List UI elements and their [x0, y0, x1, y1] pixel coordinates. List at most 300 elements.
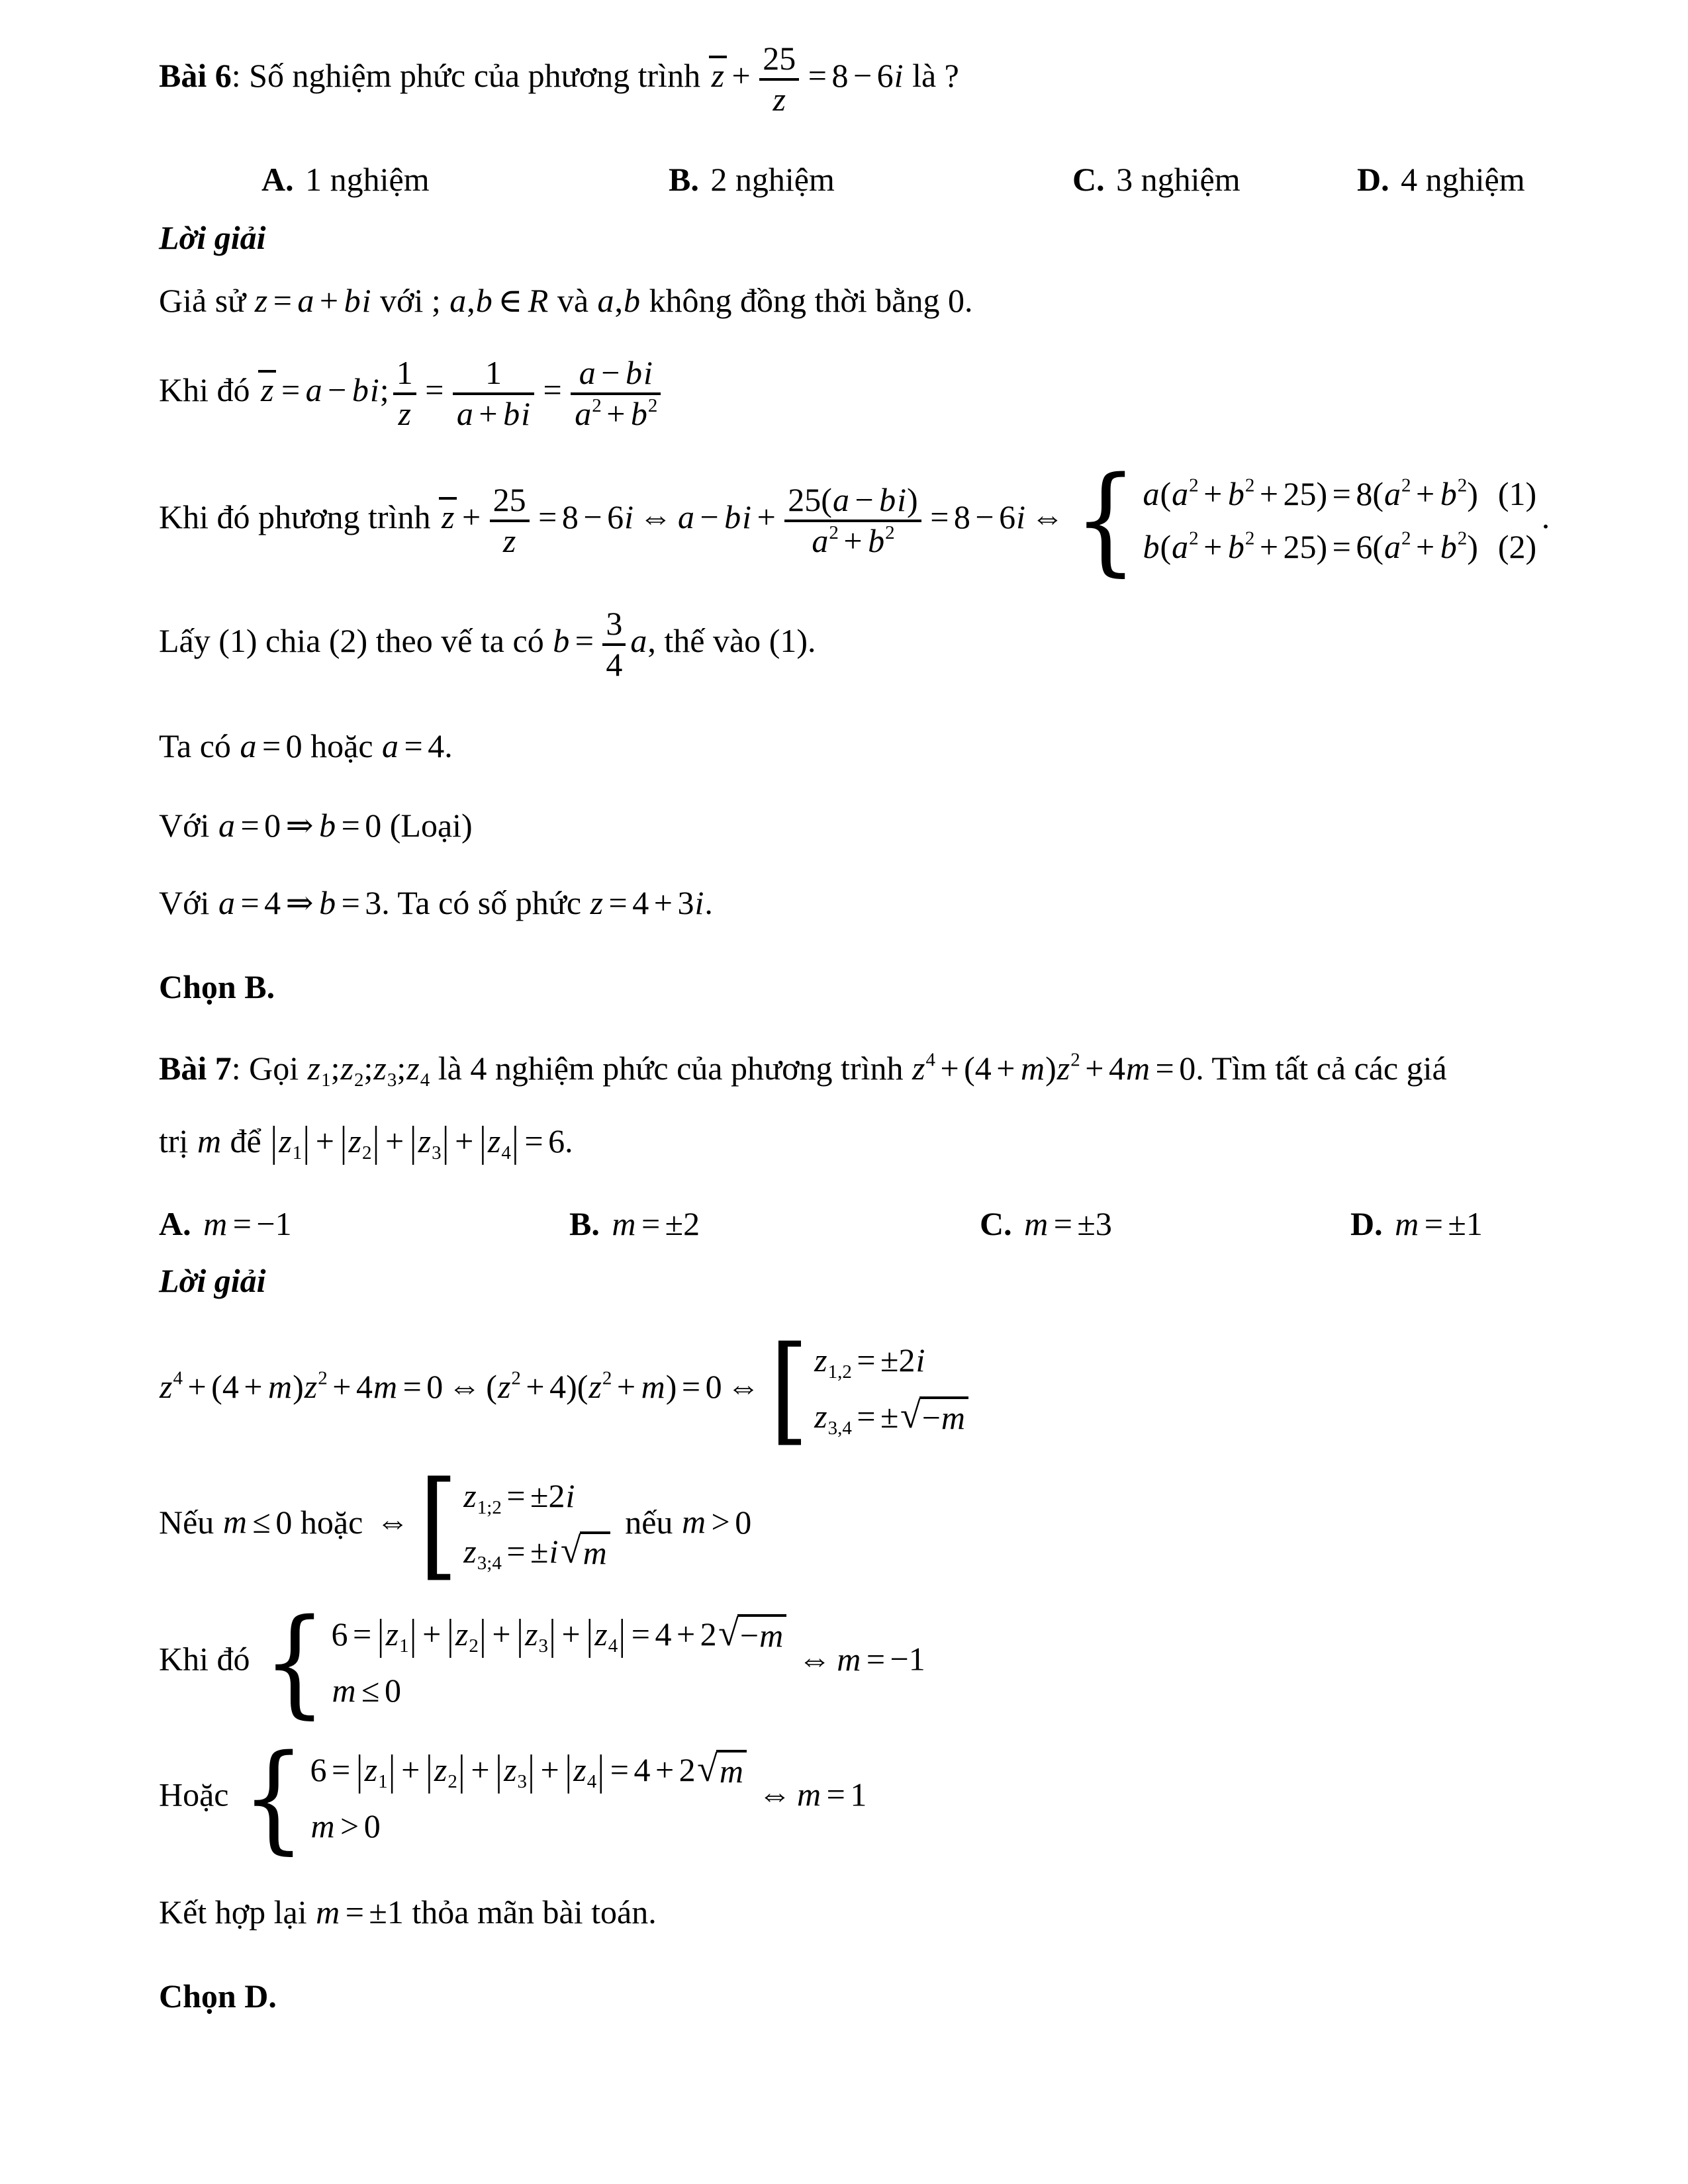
case-row: [1142, 473, 1536, 516]
text: ±: [880, 1397, 899, 1435]
math-variable: m: [719, 1752, 743, 1790]
text: 2: [898, 1341, 915, 1379]
case-row: [814, 1395, 970, 1441]
text: (: [486, 1367, 497, 1405]
superscript: [318, 1367, 328, 1388]
math-operator: =: [1332, 475, 1351, 513]
b6-options: [159, 158, 1628, 205]
bold-text: Chọn D.: [159, 1977, 277, 2015]
math-variable: a: [456, 394, 473, 432]
option-label: D.: [1350, 1205, 1383, 1242]
text: (: [964, 1050, 975, 1087]
math-operator: =: [341, 807, 360, 844]
text: 6: [876, 56, 894, 94]
text: 1: [396, 354, 413, 392]
text: 0: [285, 727, 303, 765]
math-operator: ⇔: [1031, 498, 1064, 536]
math-operator: +: [653, 884, 673, 922]
b6-khi-do-2: [159, 452, 1628, 588]
math-variable: z: [418, 1122, 432, 1160]
math-variable: a: [597, 282, 614, 319]
math-variable: m: [759, 1617, 784, 1655]
b7-title-2: [159, 1116, 1628, 1166]
math-variable: R: [528, 282, 549, 319]
text: 3;4: [477, 1553, 502, 1574]
conjugate-bar: [258, 370, 276, 408]
superscript: [592, 395, 602, 416]
denominator: [571, 395, 661, 433]
text: ): [665, 1367, 677, 1405]
text: (: [577, 1367, 588, 1405]
abs-bar: |: [516, 1610, 524, 1659]
math-variable: a: [832, 481, 849, 519]
case-row: [310, 1805, 380, 1848]
abs-bar: |: [512, 1116, 519, 1165]
text: 4: [222, 1367, 239, 1405]
superscript: [829, 522, 839, 543]
abs-bar: |: [442, 1116, 449, 1165]
math-variable: b: [503, 394, 520, 432]
text: 1: [850, 1776, 867, 1813]
text: 6: [331, 1615, 348, 1653]
b7-neu: [159, 1457, 1628, 1594]
subscript: [354, 1069, 364, 1091]
numerator: [571, 354, 661, 395]
text: 3: [677, 884, 694, 922]
math-operator: =: [543, 371, 562, 409]
abs-bar: |: [458, 1745, 465, 1794]
math-variable: i: [521, 394, 530, 432]
text: 0: [426, 1367, 444, 1405]
math-variable: i: [915, 1341, 925, 1379]
fraction: [602, 605, 626, 684]
math-variable: a: [218, 884, 235, 922]
math-variable: z: [373, 1050, 387, 1087]
text: 6.: [548, 1122, 573, 1160]
text: để: [222, 1122, 270, 1160]
denominator: [759, 81, 799, 119]
option-d: [1357, 158, 1525, 201]
math-variable: m: [1395, 1205, 1419, 1242]
subscript: [501, 1142, 511, 1163]
brace-icon: [: [419, 1457, 458, 1594]
superscript: [1245, 528, 1255, 549]
math-variable: a: [1172, 475, 1189, 513]
subscript: [432, 1142, 442, 1163]
superscript: [1401, 528, 1411, 549]
superscript: [1458, 475, 1468, 496]
math-operator: =: [857, 1341, 876, 1379]
text: ±: [530, 1477, 549, 1514]
math-variable: m: [1125, 1050, 1150, 1087]
math-operator: +: [1416, 528, 1435, 566]
text: hoặc: [302, 727, 382, 765]
text: 2: [318, 1367, 328, 1389]
text: 0: [735, 1503, 752, 1541]
text: : Gọi: [231, 1050, 307, 1087]
math-operator: =: [1155, 1050, 1174, 1087]
text: 1: [485, 354, 502, 392]
math-variable: z: [525, 1615, 538, 1653]
math-variable: z: [814, 1397, 827, 1435]
math-operator: ⇔: [758, 1776, 792, 1813]
text: 8: [1356, 475, 1373, 513]
text: nếu: [616, 1503, 681, 1541]
math-operator: =: [1424, 1205, 1443, 1242]
text: 3: [387, 1069, 397, 1091]
text: 2: [1401, 475, 1411, 496]
math-operator: +: [540, 1751, 559, 1789]
math-variable: b: [868, 522, 885, 559]
math-operator: =: [402, 1367, 422, 1405]
abs-bar: |: [565, 1745, 572, 1794]
text: (: [1372, 528, 1384, 566]
text: 2 nghiệm: [710, 161, 835, 198]
text: ;: [379, 371, 389, 409]
math-variable: m: [316, 1893, 340, 1931]
option-c: [1072, 158, 1241, 201]
text: (Loại): [381, 807, 473, 844]
math-variable: b: [1440, 528, 1457, 566]
math-variable: a: [1384, 528, 1401, 566]
b6-gia-su: [159, 279, 1628, 322]
text: 1: [292, 1142, 303, 1164]
math-variable: z: [1056, 1050, 1070, 1087]
math-operator: −: [700, 498, 719, 536]
math-operator: ⇔: [376, 1503, 410, 1541]
math-variable: b: [1227, 528, 1244, 566]
subscript: [828, 1418, 852, 1439]
math-variable: b: [553, 622, 570, 660]
text: 2: [679, 1751, 696, 1789]
text: ±3: [1077, 1205, 1112, 1242]
b7-options: [159, 1203, 1628, 1249]
text: 2: [602, 1367, 612, 1389]
math-operator: +: [422, 1615, 442, 1653]
text: 25: [1283, 475, 1317, 513]
superscript: [1070, 1050, 1080, 1071]
b6-chon: [159, 966, 1628, 1009]
text: 4: [355, 1367, 373, 1405]
math-variable: z: [364, 1751, 378, 1789]
option-label: A.: [159, 1205, 191, 1242]
text: : Số nghiệm phức của phương trình: [231, 56, 709, 94]
math-operator: +: [655, 1751, 675, 1789]
text: 0: [365, 807, 382, 844]
math-variable: a: [812, 522, 829, 559]
text: là 4 nghiệm phức của phương trình: [430, 1050, 912, 1087]
text: 3: [538, 1635, 549, 1657]
math-operator: =: [232, 1205, 252, 1242]
text: (1): [218, 622, 258, 660]
case-list: [770, 1322, 970, 1458]
brace-icon: {: [242, 1729, 305, 1866]
math-variable: m: [583, 1534, 607, 1572]
case-row: [310, 1745, 748, 1795]
text: 2: [1070, 1050, 1080, 1071]
math-operator: +: [401, 1751, 420, 1789]
math-variable: m: [641, 1367, 665, 1405]
text: 0: [385, 1672, 401, 1709]
math-operator: +: [319, 282, 339, 319]
text: 2: [1189, 528, 1199, 549]
abs-bar: |: [597, 1745, 604, 1794]
math-variable: m: [612, 1205, 636, 1242]
math-operator: =: [331, 1751, 351, 1789]
text: 4: [608, 1635, 618, 1657]
math-operator: =: [1053, 1205, 1072, 1242]
math-operator: −: [601, 354, 620, 391]
math-operator: =: [345, 1893, 364, 1931]
text: Ta có: [159, 727, 240, 765]
text: 25: [763, 40, 796, 77]
math-operator: +: [561, 1615, 581, 1653]
math-operator: =: [930, 498, 949, 536]
radicand: [580, 1531, 610, 1572]
math-operator: =: [524, 1122, 543, 1160]
text: 0: [363, 1807, 381, 1844]
abs-bar: |: [618, 1610, 626, 1659]
abs-bar: |: [426, 1745, 433, 1794]
math-operator: ⇒: [285, 807, 314, 844]
b6-loi-giai: [159, 216, 1628, 259]
math-variable: i: [624, 498, 633, 536]
math-operator: +: [315, 1122, 334, 1160]
abs-bar: |: [356, 1745, 363, 1794]
text: 25: [1283, 528, 1317, 566]
math-operator: =: [425, 371, 444, 409]
text: −: [921, 1398, 941, 1436]
subscript: [447, 1771, 457, 1792]
radicand: [716, 1750, 747, 1791]
text: 1: [399, 1635, 409, 1657]
text: −1: [256, 1205, 292, 1242]
math-operator: +: [996, 1050, 1015, 1087]
text: trị: [159, 1122, 197, 1160]
math-operator: +: [455, 1122, 474, 1160]
radical: [718, 1614, 786, 1655]
math-variable: a: [382, 727, 399, 765]
subscript: [420, 1069, 430, 1091]
math-variable: z: [307, 1050, 321, 1087]
math-variable: z: [406, 1050, 420, 1087]
text: 2: [592, 394, 602, 416]
text: 6: [607, 498, 624, 536]
fraction: [571, 354, 661, 433]
abs-bar: |: [447, 1610, 454, 1659]
text: −: [739, 1617, 759, 1655]
math-operator: ∈: [498, 282, 523, 319]
subscript: [387, 1069, 397, 1091]
text: 2: [548, 1477, 565, 1514]
denominator: [393, 395, 416, 433]
text: 1,2: [827, 1361, 852, 1383]
case-rows: [310, 1745, 748, 1848]
math-operator: =: [506, 1477, 526, 1514]
math-operator: +: [940, 1050, 959, 1087]
math-operator: ≤: [252, 1503, 271, 1541]
text: 8: [831, 56, 849, 94]
text: 4: [606, 645, 623, 683]
math-operator: +: [526, 1367, 545, 1405]
fraction: [784, 481, 921, 560]
text: .: [704, 884, 713, 922]
math-operator: +: [492, 1615, 511, 1653]
system-of-equations: [1074, 452, 1537, 588]
conjugate-bar: [709, 56, 727, 93]
superscript: [925, 1050, 935, 1071]
math-operator: −: [583, 498, 602, 536]
text: 6: [999, 498, 1016, 536]
fraction: [490, 481, 530, 560]
superscript: [1401, 475, 1411, 496]
radicand: [919, 1396, 968, 1437]
math-variable: i: [742, 498, 752, 536]
math-variable: z: [254, 282, 268, 319]
math-variable: b: [1440, 475, 1457, 513]
math-variable: m: [203, 1205, 228, 1242]
abs-bar: |: [586, 1610, 593, 1659]
math-variable: z: [504, 1751, 517, 1789]
abs-bar: |: [340, 1116, 347, 1165]
abs-bar: |: [549, 1610, 556, 1659]
radicand: [737, 1614, 786, 1655]
text: Khi đó: [159, 1640, 258, 1678]
numerator: [784, 481, 921, 522]
math-operator: ⇔: [447, 1367, 481, 1405]
math-variable: z: [912, 1050, 925, 1087]
math-operator: =: [281, 371, 301, 409]
math-operator: −: [975, 498, 994, 536]
superscript: [1189, 475, 1199, 496]
math-variable: z: [463, 1477, 477, 1514]
text: theo vế ta có: [367, 622, 553, 660]
numerator: [490, 481, 530, 522]
subscript: [469, 1635, 479, 1657]
option-c: [980, 1203, 1112, 1246]
math-variable: b: [630, 394, 647, 432]
text: ): [293, 1367, 304, 1405]
subscript: [293, 1142, 303, 1163]
math-variable: z: [441, 498, 455, 536]
b7-title-1: [159, 1047, 1628, 1093]
case-row: [463, 1530, 612, 1576]
text: 4: [1108, 1050, 1125, 1087]
case-row: [463, 1475, 575, 1521]
denominator: [602, 646, 626, 684]
text: (1): [1497, 475, 1537, 513]
text: 2: [885, 522, 895, 543]
math-variable: m: [222, 1503, 247, 1541]
option-label: C.: [980, 1205, 1012, 1242]
math-operator: =: [240, 884, 259, 922]
brace-icon: {: [263, 1594, 326, 1731]
bold-text: Bài 7: [159, 1050, 232, 1087]
text: (: [1160, 528, 1172, 566]
text: 4.: [428, 727, 453, 765]
bold-text: Chọn B.: [159, 968, 275, 1006]
math-operator: =: [261, 727, 281, 765]
math-variable: a: [449, 282, 467, 319]
radical: [697, 1750, 747, 1791]
math-operator: ⇒: [285, 884, 314, 922]
superscript: [511, 1367, 521, 1388]
numerator: [453, 354, 534, 395]
math-variable: a: [575, 394, 592, 432]
math-operator: =: [352, 1615, 372, 1653]
heading-italic: Lời giải: [159, 1261, 266, 1299]
option-label: B.: [669, 161, 699, 198]
math-variable: i: [643, 354, 653, 391]
b6-khi-do-1: [159, 354, 1628, 433]
math-operator: =: [404, 727, 423, 765]
text: và: [549, 282, 597, 319]
math-variable: z: [573, 1751, 586, 1789]
subscript: [587, 1771, 597, 1792]
abs-bar: |: [410, 1116, 417, 1165]
text: 2: [511, 1367, 521, 1389]
math-variable: z: [455, 1615, 469, 1653]
text: (: [821, 481, 832, 519]
math-operator: +: [843, 522, 863, 559]
case-list: [419, 1457, 612, 1594]
text: (2): [328, 622, 368, 660]
bold-text: Bài 6: [159, 56, 232, 94]
abs-bar: |: [372, 1116, 379, 1165]
text: Tìm tất cả các giá: [1203, 1050, 1447, 1087]
math-operator: −: [855, 481, 874, 519]
superscript: [1189, 528, 1199, 549]
math-variable: a: [297, 282, 314, 319]
text: 2: [361, 1142, 372, 1164]
abs-bar: |: [479, 1116, 487, 1165]
math-operator: =: [273, 282, 292, 319]
text: (1).: [769, 622, 816, 660]
math-variable: i: [1016, 498, 1026, 536]
text: .: [1541, 498, 1550, 536]
b6-lay: [159, 605, 1628, 684]
math-operator: ⇔: [798, 1640, 831, 1678]
math-operator: =: [808, 56, 827, 94]
math-operator: +: [731, 56, 751, 94]
math-operator: =: [641, 1205, 661, 1242]
math-variable: a: [1143, 475, 1160, 513]
fraction: [393, 354, 416, 433]
text: , thế vào: [647, 622, 769, 660]
conjugate-bar: [439, 497, 457, 535]
math-variable: b: [625, 354, 642, 391]
math-variable: b: [352, 371, 369, 409]
text: hoặc: [292, 1503, 371, 1541]
radical: [900, 1396, 968, 1437]
abs-bar: |: [389, 1745, 396, 1794]
math-operator: =: [506, 1533, 526, 1570]
math-variable: z: [463, 1533, 477, 1570]
option-label: A.: [261, 161, 294, 198]
subscript: [321, 1069, 331, 1091]
math-variable: i: [361, 282, 371, 319]
radical-sign-icon: √: [718, 1613, 739, 1655]
text: Với: [159, 884, 218, 922]
text: Lấy: [159, 622, 219, 660]
abs-bar: |: [270, 1116, 277, 1165]
text: 4: [264, 884, 281, 922]
text: chia: [257, 622, 329, 660]
text: 2: [1189, 475, 1199, 496]
math-variable: i: [549, 1533, 559, 1570]
b7-ket-hop: [159, 1891, 1628, 1934]
text: 4: [420, 1069, 430, 1091]
